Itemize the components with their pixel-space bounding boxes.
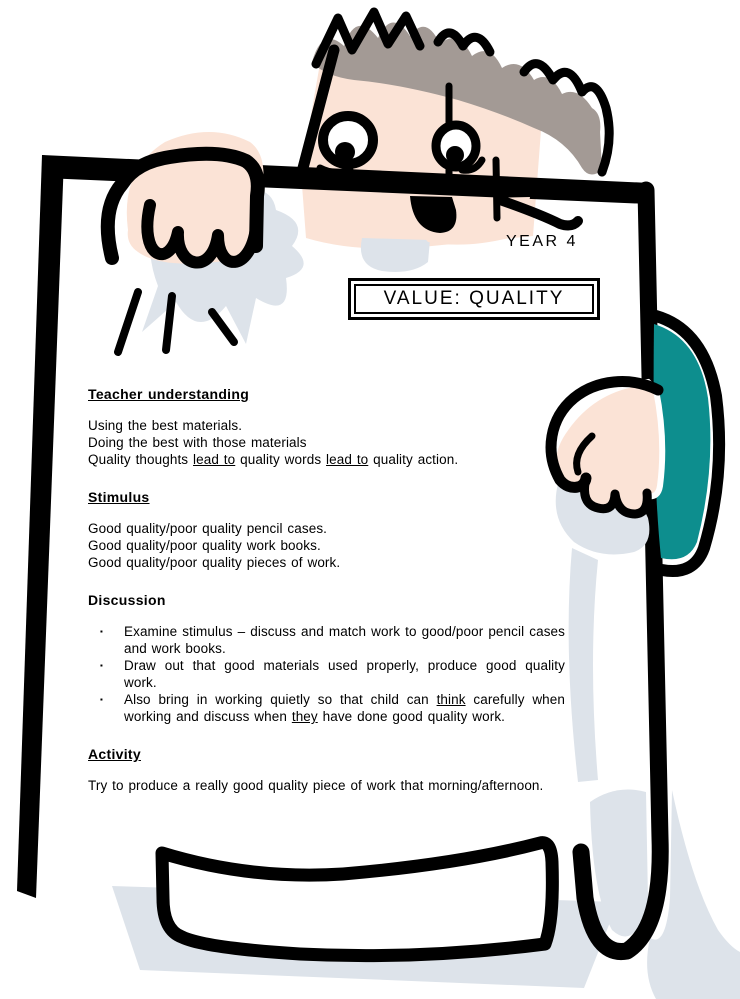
text-line: Doing the best with those materials — [88, 435, 307, 450]
bullet-marker: ▪ — [100, 627, 103, 636]
text-line: Using the best materials. — [88, 418, 243, 433]
lesson-content — [88, 386, 565, 815]
finger-shadow-drip — [569, 548, 598, 782]
bullet-marker: ▪ — [100, 661, 103, 670]
text-segment: Also bring in working quietly so that child can — [124, 692, 437, 707]
bullet-text: Examine stimulus – discuss and match work to good/poor pencil cases and work books. — [124, 624, 565, 656]
clipart-fist-hand — [108, 132, 304, 352]
left-pupil — [335, 142, 355, 162]
text-line: Good quality/poor quality work books. — [88, 538, 321, 553]
text-segment: have done good quality work. — [317, 709, 506, 724]
bullet-text: Draw out that good materials used properly, produce good quality work. — [124, 658, 565, 690]
heading-text: Activity — [88, 746, 141, 762]
teacher-understanding-text — [88, 417, 565, 468]
bullet-text — [124, 691, 565, 725]
chin-vertical-line — [496, 160, 497, 218]
section-heading-teacher-understanding — [88, 386, 565, 403]
stimulus-text — [88, 520, 565, 571]
section-heading-activity — [88, 746, 565, 763]
value-title-text: VALUE: QUALITY — [354, 284, 594, 314]
chin-shadow — [361, 238, 430, 272]
bullet-marker: ▪ — [100, 695, 103, 704]
text-line-quality-thoughts — [88, 451, 565, 468]
list-item — [88, 691, 565, 725]
list-item — [88, 657, 565, 691]
underlined-segment: think — [436, 692, 466, 707]
text-segment: quality words — [235, 452, 327, 467]
section-heading-stimulus — [88, 489, 565, 506]
paper-bottom-curl — [162, 843, 552, 956]
year-label: YEAR 4 — [506, 233, 578, 250]
underlined-segment: lead to — [193, 452, 236, 467]
discussion-bullets — [88, 623, 565, 725]
text-segment: Quality thoughts — [88, 452, 194, 467]
bottom-curl-shape — [162, 843, 552, 956]
crumple-mark-3 — [212, 312, 234, 342]
section-heading-discussion: Discussion — [88, 592, 166, 608]
heading-text: Stimulus — [88, 489, 150, 505]
value-title-box — [348, 278, 600, 320]
right-pupil — [446, 146, 464, 164]
text-segment: quality action. — [368, 452, 459, 467]
crumple-mark-1 — [118, 292, 138, 352]
heading-text: Teacher understanding — [88, 386, 250, 402]
text-line: Good quality/poor quality pieces of work. — [88, 555, 341, 570]
text-line: Try to produce a really good quality piece of work that morning/afternoon. — [88, 778, 544, 793]
text-segment: carefully when working and discuss when — [124, 692, 565, 724]
underlined-segment: lead to — [326, 452, 369, 467]
underlined-segment: they — [291, 709, 318, 724]
text-line: Good quality/poor quality pencil cases. — [88, 521, 328, 536]
activity-text — [88, 777, 565, 794]
list-item — [88, 623, 565, 657]
paper-border-left — [17, 155, 64, 898]
clipart-pointing-hand — [551, 316, 719, 782]
